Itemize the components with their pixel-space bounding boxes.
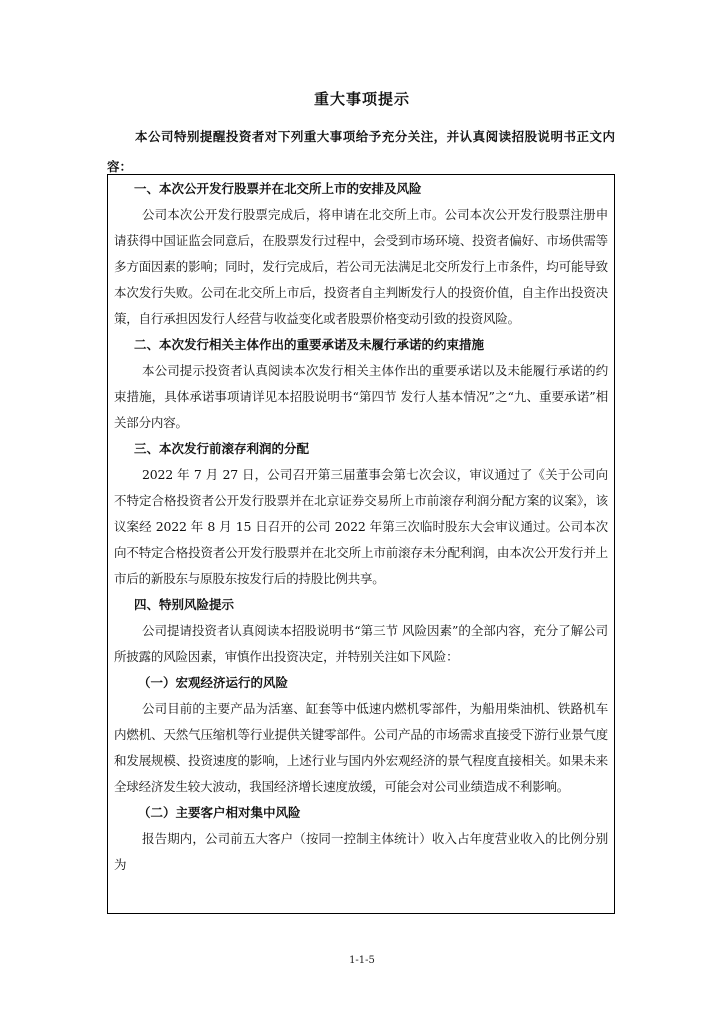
section-paragraph-4: 公司提请投资者认真阅读本招股说明书“第三节 风险因素”的全部内容，充分了解公司所披露的风险因素，审慎作出投资决定，并特别关注如下风险：: [114, 623, 608, 664]
page-number: 1-1-5: [349, 955, 375, 966]
subsection-heading-2: （二）主要客户相对集中风险: [138, 805, 301, 820]
notice-box: [107, 174, 615, 914]
subsection-heading-1: （一）宏观经济运行的风险: [138, 675, 289, 690]
intro-paragraph: 本公司特别提醒投资者对下列重大事项给予充分关注，并认真阅读招股说明书正文内容：: [107, 129, 615, 174]
subsection-paragraph-2: 报告期内，公司前五大客户（按同一控制主体统计）收入占年度营业收入的比例分别为: [114, 831, 608, 872]
section-paragraph-1: 公司本次公开发行股票完成后，将申请在北交所上市。公司本次公开发行股票注册申请获得中国证监会同意后，在股票发行过程中，会受到市场环境、投资者偏好、市场供需等多方面因素的影响；同时，发行完成后，若公司无法满足北交所发行上市条件，均可能导致本次发行失败。公司在北交所上市后，投资者自主判断发行人的投资价值，自主作出投资决策，自行承担因发行人经营与收益变化或者股票价格变动引致的投资风险。: [114, 207, 608, 326]
section-paragraph-3: 2022 年 7 月 27 日，公司召开第三届董事会第七次会议，审议通过了《关于公司向不特定合格投资者公开发行股票并在北京证券交易所上市前滚存利润分配方案的议案》，该议案经 2022 年 8 月 15 日召开的公司 2022 年第三次临时股东大会审议通过。公司本次向不特定合格投资者公开发行股票并在北交所上市前滚存未分配利润，由本次公开发行并上市后的新股东与原股东按发行后的持股比例共享。: [114, 467, 608, 586]
section-heading-4: 四、特别风险提示: [134, 597, 235, 612]
page-title: 重大事项提示: [313, 90, 410, 108]
section-heading-1: 一、本次公开发行股票并在北交所上市的安排及风险: [134, 181, 422, 196]
section-heading-2: 二、本次发行相关主体作出的重要承诺及未履行承诺的约束措施: [134, 337, 485, 352]
section-paragraph-2: 本公司提示投资者认真阅读本次发行相关主体作出的重要承诺以及未能履行承诺的约束措施，具体承诺事项请详见本招股说明书“第四节 发行人基本情况”之“九、重要承诺”相关部分内容。: [114, 363, 608, 430]
section-heading-3: 三、本次发行前滚存利润的分配: [134, 441, 310, 456]
subsection-paragraph-1: 公司目前的主要产品为活塞、缸套等中低速内燃机零部件，为船用柴油机、铁路机车内燃机、天然气压缩机等行业提供关键零部件。公司产品的市场需求直接受下游行业景气度和发展规模、投资速度的影响，上述行业与国内外宏观经济的景气程度直接相关。如果未来全球经济发生较大波动，我国经济增长速度放缓，可能会对公司业绩造成不利影响。: [114, 701, 608, 794]
